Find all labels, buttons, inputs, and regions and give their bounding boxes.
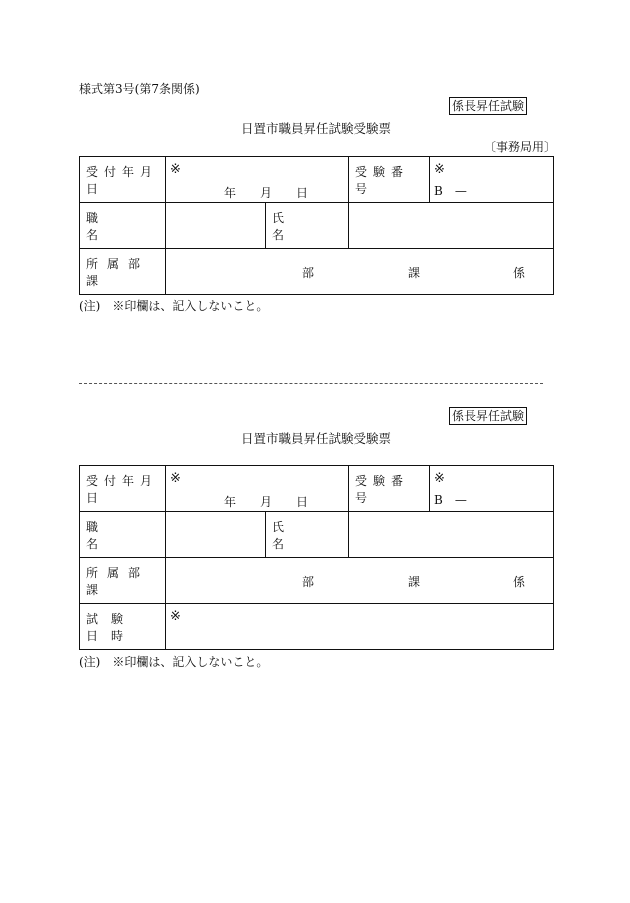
reserved-mark: ※ [170, 162, 181, 177]
exam-datetime-label: 試験日時 [86, 611, 137, 643]
job-title-label-cell [80, 512, 166, 558]
affiliation-label-cell [80, 558, 166, 604]
job-title-field[interactable] [166, 512, 266, 558]
exam-ticket-table-office [79, 156, 554, 295]
job-title-label-cell [80, 203, 166, 249]
year-label: 年 [224, 186, 237, 200]
affiliation-label: 所属部課 [86, 565, 150, 597]
cut-line [79, 383, 543, 384]
affiliation-label-cell [80, 249, 166, 295]
reception-date-label: 受付年月日 [86, 164, 159, 196]
reception-date-field [166, 157, 349, 203]
category-badge: 係長昇任試験 [449, 97, 527, 115]
exam-number-label: 受験番号 [355, 473, 410, 505]
form-title: 日置市職員昇任試験受験票 [241, 121, 392, 136]
section-suffix: 課 [408, 266, 421, 280]
affiliation-label: 所属部課 [86, 256, 150, 288]
name-field[interactable] [349, 512, 554, 558]
month-label: 月 [260, 495, 273, 509]
day-label: 日 [296, 495, 309, 509]
dept-suffix: 部 [302, 266, 315, 280]
exam-datetime-field [166, 604, 554, 650]
note: (注) ※印欄は、記入しないこと。 [79, 655, 269, 669]
category-badge: 係長昇任試験 [449, 407, 527, 425]
office-use-label: 〔事務局用〕 [484, 140, 557, 154]
exam-number-label-cell [349, 157, 430, 203]
unit-suffix: 係 [513, 575, 526, 589]
name-label-cell [266, 203, 349, 249]
reserved-mark: ※ [434, 471, 445, 486]
reception-date-label-cell [80, 466, 166, 512]
form-title: 日置市職員昇任試験受験票 [241, 431, 392, 446]
month-label: 月 [260, 186, 273, 200]
exam-number-label-cell [349, 466, 430, 512]
form-number: 様式第3号(第7条関係) [79, 82, 200, 96]
affiliation-field[interactable] [166, 558, 554, 604]
reception-date-label-cell [80, 157, 166, 203]
year-label: 年 [224, 495, 237, 509]
reception-date-label: 受付年月日 [86, 473, 159, 505]
reserved-mark: ※ [170, 609, 181, 624]
dept-suffix: 部 [302, 575, 315, 589]
section-suffix: 課 [408, 575, 421, 589]
exam-number-prefix: B — [434, 184, 467, 198]
name-label: 氏名 [272, 519, 329, 551]
exam-datetime-label-cell [80, 604, 166, 650]
reserved-mark: ※ [434, 162, 445, 177]
day-label: 日 [296, 186, 309, 200]
exam-ticket-table-examinee [79, 465, 554, 650]
exam-number-field [430, 466, 554, 512]
exam-number-prefix: B — [434, 493, 467, 507]
name-label-cell [266, 512, 349, 558]
exam-number-field [430, 157, 554, 203]
note: (注) ※印欄は、記入しないこと。 [79, 299, 269, 313]
job-title-label: 職名 [86, 519, 143, 551]
reception-date-field [166, 466, 349, 512]
exam-number-label: 受験番号 [355, 164, 410, 196]
name-label: 氏名 [272, 210, 329, 242]
reserved-mark: ※ [170, 471, 181, 486]
name-field[interactable] [349, 203, 554, 249]
affiliation-field[interactable] [166, 249, 554, 295]
unit-suffix: 係 [513, 266, 526, 280]
job-title-field[interactable] [166, 203, 266, 249]
job-title-label: 職名 [86, 210, 143, 242]
